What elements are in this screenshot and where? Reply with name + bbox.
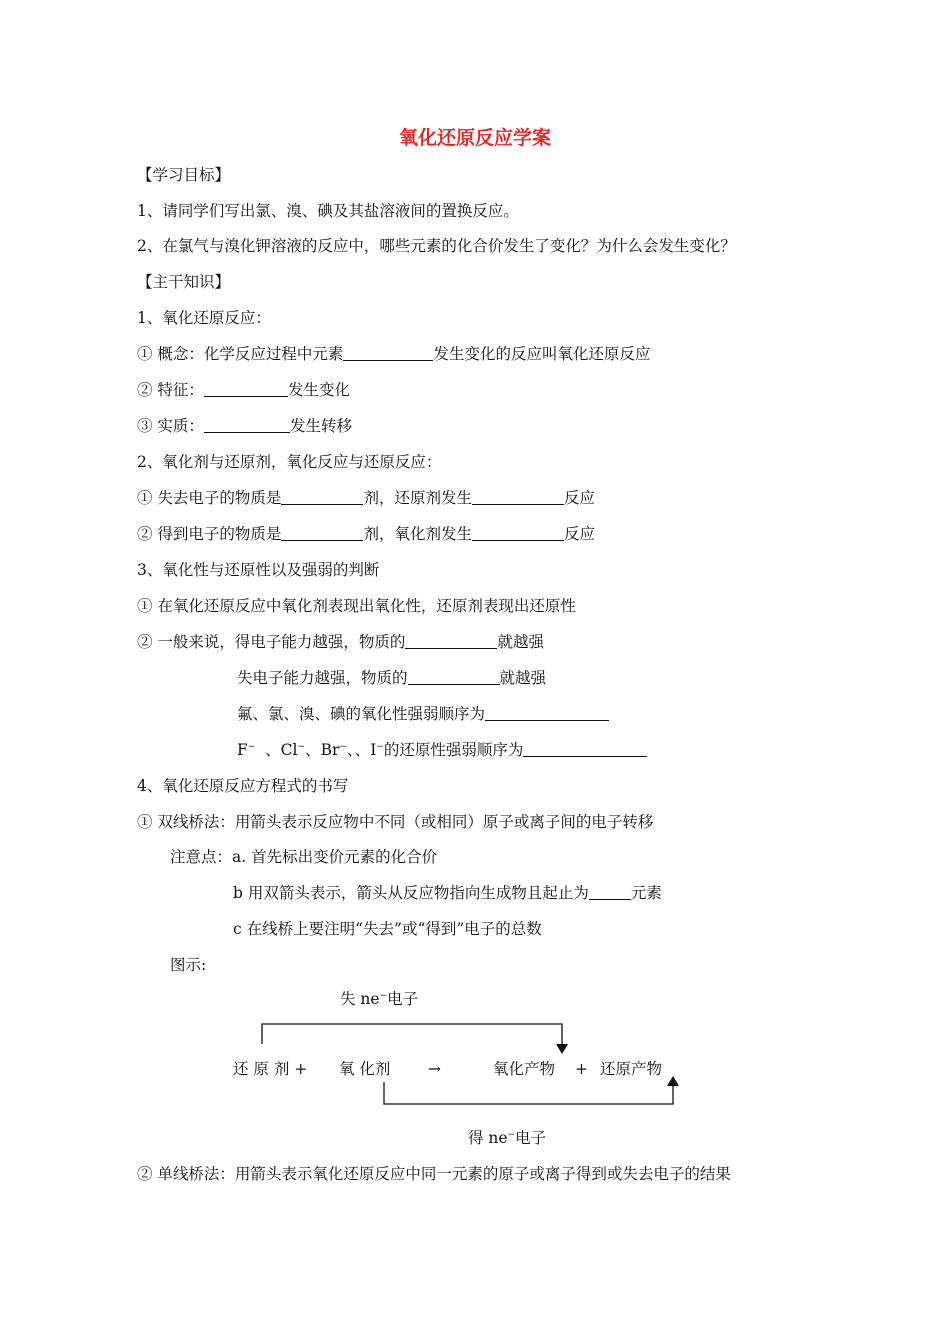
item3-prefix: 失电子能力越强，物质的 <box>237 669 408 687</box>
section-2-heading: 2、氧化剂与还原剂，氧化反应与还原反应： <box>137 453 442 471</box>
item4-blank[interactable] <box>485 705 609 721</box>
ion-i: I <box>370 741 377 759</box>
goal-2: 2、在氯气与溴化钾溶液的反应中，哪些元素的化合价发生了变化？为什么会发生变化？ <box>137 237 736 255</box>
item3-blank[interactable] <box>408 669 500 685</box>
lose-suffix: 反应 <box>563 489 595 507</box>
knowledge-header: 【主干知识】 <box>137 273 231 291</box>
ion-f: F <box>237 741 248 759</box>
note-b-blank[interactable] <box>589 884 631 900</box>
gain-electrons-label: 得 ne−电子 <box>468 1129 547 1147</box>
lose-electron-line <box>137 488 595 508</box>
concept-blank[interactable] <box>343 345 433 361</box>
gain-blank-2[interactable] <box>472 525 564 541</box>
item2-blank[interactable] <box>405 633 497 649</box>
section-4-heading: 4、氧化还原反应方程式的书写 <box>137 777 349 795</box>
oxidized-product-label: 氧化产物 <box>493 1060 556 1078</box>
reduced-product-label: 还原产物 <box>600 1060 663 1078</box>
gain-arrowhead <box>667 1076 679 1086</box>
gain-bridge-line <box>384 1082 673 1104</box>
concept-line <box>137 344 650 364</box>
concept-suffix: 发生变化的反应叫氧化还原反应 <box>433 345 651 363</box>
reaction-arrow: → <box>428 1060 441 1078</box>
gain-blank-1[interactable] <box>281 525 363 541</box>
lose-bridge-line <box>262 1024 562 1046</box>
note-c: c 在线桥上要注明“失去”或“得到”电子的总数 <box>233 920 542 938</box>
double-bridge-method: ① 双线桥法：用箭头表示反应物中不同（或相同）原子或离子间的电子转移 <box>137 813 654 831</box>
section-3-heading: 3、氧化性与还原性以及强弱的判断 <box>137 561 380 579</box>
lose-prefix: ① 失去电子的物质是 <box>137 489 282 507</box>
feature-suffix: 发生变化 <box>287 381 350 399</box>
lose-blank-2[interactable] <box>472 489 564 505</box>
item5-suffix: 的还原性强弱顺序为 <box>383 741 524 759</box>
page-title: 氧化还原反应学案 <box>398 127 551 149</box>
lose-arrowhead <box>556 1044 568 1054</box>
item5-blank[interactable] <box>523 741 647 757</box>
ion-cl: Cl <box>280 741 298 759</box>
item2-prefix: ② 一般来说，得电子能力越强，物质的 <box>137 633 406 651</box>
s3-item-4 <box>237 704 609 724</box>
item2-suffix: 就越强 <box>497 633 544 651</box>
note-b <box>233 883 662 903</box>
item3-suffix: 就越强 <box>499 669 547 687</box>
s3-item-1: ① 在氧化还原反应中氧化剂表现出氧化性，还原剂表现出还原性 <box>137 597 576 615</box>
note-a: 注意点：a. 首先标出变价元素的化合价 <box>170 848 438 866</box>
item4-prefix: 氟、氯、溴、碘的氧化性强弱顺序为 <box>237 705 486 723</box>
section-1-heading: 1、氧化还原反应： <box>137 309 271 327</box>
note-b-suffix: 元素 <box>630 884 662 902</box>
lose-blank-1[interactable] <box>281 489 363 505</box>
s3-item-3 <box>237 668 546 688</box>
gain-suffix: 反应 <box>563 525 595 543</box>
feature-prefix: ② 特征： <box>137 381 204 399</box>
goals-header: 【学习目标】 <box>137 166 231 184</box>
note-b-prefix: b 用双箭头表示，箭头从反应物指向生成物且起止为 <box>233 884 589 902</box>
feature-line <box>137 380 350 400</box>
essence-prefix: ③ 实质： <box>137 417 204 435</box>
lose-middle: 剂，还原剂发生 <box>363 489 472 507</box>
gain-prefix: ② 得到电子的物质是 <box>137 525 282 543</box>
s3-item-5: F− 、Cl−、Br−、、I−的还原性强弱顺序为 <box>237 740 647 760</box>
concept-prefix: ① 概念：化学反应过程中元素 <box>137 345 344 363</box>
feature-blank[interactable] <box>204 381 288 397</box>
essence-blank[interactable] <box>204 417 290 433</box>
oxidant-label: 氧 化剂 <box>339 1060 391 1078</box>
essence-line <box>137 416 352 436</box>
single-bridge-method: ② 单线桥法：用箭头表示氧化还原反应中同一元素的原子或离子得到或失去电子的结果 <box>137 1165 731 1183</box>
plus-sign: + <box>575 1060 588 1078</box>
essence-suffix: 发生转移 <box>289 417 352 435</box>
reductant-label: 还 原 剂 + <box>233 1060 308 1078</box>
ion-br: Br <box>320 741 340 759</box>
figure-label: 图示: <box>170 956 207 974</box>
goal-1: 1、请同学们写出氯、溴、碘及其盐溶液间的置换反应。 <box>137 202 519 220</box>
gain-middle: 剂，氧化剂发生 <box>363 525 472 543</box>
gain-electron-line <box>137 524 595 544</box>
lose-electrons-label: 失 ne−电子 <box>340 990 419 1008</box>
s3-item-2 <box>137 632 544 652</box>
